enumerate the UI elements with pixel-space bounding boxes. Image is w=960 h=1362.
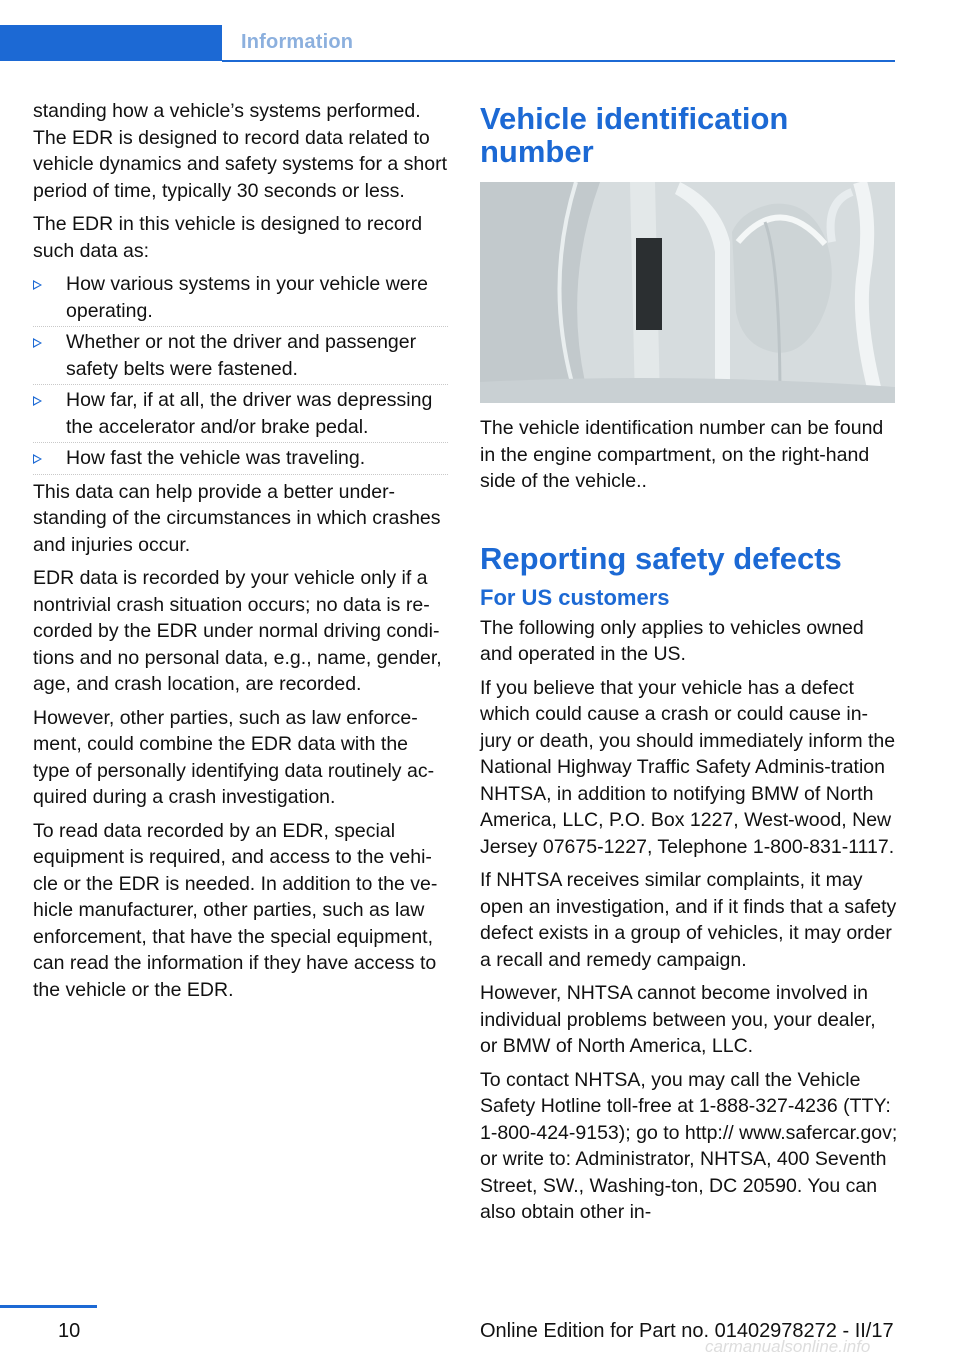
paragraph: However, other parties, such as law enforce‐ment, could combine the EDR data with the type of personally identifying data routinely ac‐quired during a crash investigation.	[33, 706, 435, 808]
paragraph: To contact NHTSA, you may call the Vehicle Safety Hotline toll-free at 1-888-327-4236 (TTY: 1-800-424-9153); go to http:// www.safercar.gov; or write to: Administrator, NHTSA, 400 Seventh Street, SW., Washing‐ton, DC 20590. You can also obtain other in‐	[480, 1068, 898, 1223]
heading-reporting-safety-defects: Reporting safety defects	[480, 540, 842, 576]
triangle-bullet-icon	[33, 454, 42, 464]
list-item-text: How various systems in your vehicle were operating.	[66, 273, 428, 322]
paragraph: The vehicle identification number can be found in the engine compartment, on the right-hand side of the vehicle..	[480, 417, 884, 492]
header-rule	[222, 60, 895, 62]
engine-compartment-figure	[480, 182, 895, 403]
left-column	[33, 98, 448, 1010]
paragraph: standing how a vehicle’s systems performed. The EDR is designed to record data related to vehicle dynamics and safety systems for a short period of time, typically 30 seconds or less.	[33, 100, 448, 202]
footer-rule	[0, 1305, 97, 1308]
watermark: carmanualsonline.info	[705, 1337, 871, 1356]
section-title: Information	[241, 31, 354, 53]
triangle-bullet-icon	[33, 396, 42, 406]
paragraph: If you believe that your vehicle has a defect which could cause a crash or could cause in‐jury or death, you should immediately inform the National Highway Traffic Safety Adminis‐tration NHTSA, in addition to notifying BMW of North America, LLC, P.O. Box 1227, West‐wood, New Jersey 07675-1227, Telephone 1-800-831-1117.	[480, 676, 896, 858]
paragraph: To read data recorded by an EDR, special equipment is required, and access to the vehi‐cle or the EDR is needed. In addition to the ve‐hicle manufacturer, other parties, such as law enforcement, that have the special equipment, can read the information if they have access to the vehicle or the EDR.	[33, 819, 438, 1001]
paragraph: EDR data is recorded by your vehicle only if a nontrivial crash situation occurs; no data is re‐corded by the EDR under normal driving condi‐tions and no personal data, e.g., name, gender, age, and crash location, are recorded.	[33, 567, 442, 695]
subheading-us-customers: For US customers	[480, 584, 670, 610]
paragraph: If NHTSA receives similar complaints, it may open an investigation, and if it finds that a safety defect exists in a group of vehicles, it may order a recall and remedy campaign.	[480, 869, 897, 971]
right-column	[480, 98, 898, 1233]
list-item	[33, 329, 448, 382]
edition-note: Online Edition for Part no. 01402978272 - II/17	[480, 1320, 894, 1342]
list-item	[33, 387, 448, 440]
list-item-text: Whether or not the driver and passenger safety belts were fastened.	[66, 331, 417, 380]
heading-vin: Vehicle identification number	[480, 101, 789, 169]
paragraph: This data can help provide a better under‐standing of the circumstances in which crashes and injuries occur.	[33, 480, 441, 556]
list-item-text: How far, if at all, the driver was depressing the accelerator and/or brake pedal.	[66, 389, 433, 438]
page-number: 10	[58, 1320, 81, 1342]
paragraph: The EDR in this vehicle is designed to record such data as:	[33, 213, 423, 262]
list-item-text: How fast the vehicle was traveling.	[66, 447, 366, 469]
paragraph: The following only applies to vehicles owned and operated in the US.	[480, 616, 864, 665]
paragraph: However, NHTSA cannot become involved in individual problems between you, your dealer, or BMW of North America, LLC.	[480, 982, 876, 1057]
edr-data-list	[33, 271, 448, 472]
list-item	[33, 445, 448, 472]
list-item	[33, 271, 448, 324]
triangle-bullet-icon	[33, 338, 42, 348]
triangle-bullet-icon	[33, 280, 42, 290]
header-accent-bar	[0, 25, 222, 61]
